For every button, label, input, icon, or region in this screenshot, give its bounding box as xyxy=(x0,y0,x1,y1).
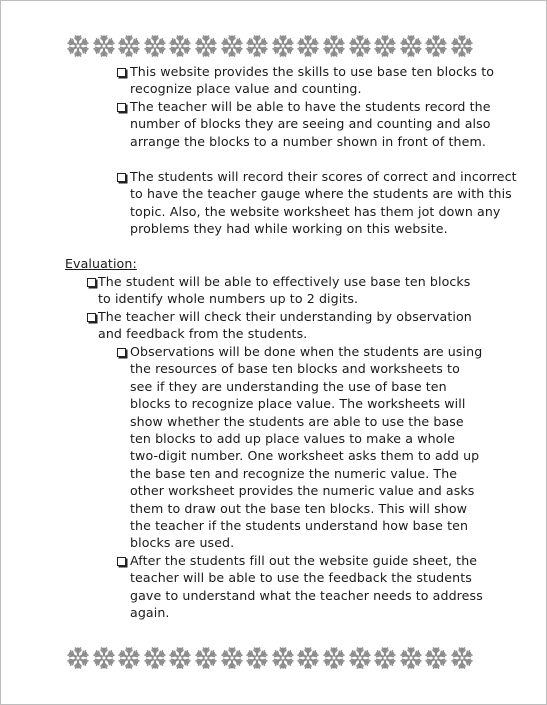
list-item-text: After the students fill out the website guide sheet, the teacher will be able to use the feedback the students gave to understand what the teacher needs to address again. xyxy=(130,553,483,621)
list-item-text: The teacher will be able to have the students record the number of blocks they are seeing and counting and also arrange the blocks to a number shown in front of them. xyxy=(130,99,491,149)
snowflake-icon xyxy=(246,647,268,669)
snowflake-icon xyxy=(221,647,243,669)
snowflake-icon xyxy=(272,647,294,669)
checkbox-bullet-icon xyxy=(117,103,126,112)
snowflake-icon xyxy=(144,35,166,57)
checkbox-bullet-icon xyxy=(117,348,126,357)
list-item-text: The students will record their scores of correct and incorrect to have the teacher gauge where the students are with this topic. Also, the website worksheet has them jot down any problems they had while working on this website. xyxy=(130,169,517,237)
snowflake-icon xyxy=(374,647,396,669)
snowflake-icon xyxy=(349,35,371,57)
checkbox-bullet-icon xyxy=(87,278,96,287)
snowflake-icon xyxy=(374,35,396,57)
snowflake-icon xyxy=(67,647,89,669)
snowflake-icon xyxy=(221,35,243,57)
snowflake-icon xyxy=(272,35,294,57)
snowflake-icon xyxy=(400,35,422,57)
snowflake-border-bottom xyxy=(67,647,473,669)
snowflake-icon xyxy=(169,647,191,669)
checkbox-bullet-icon xyxy=(117,557,126,566)
checkbox-bullet-icon xyxy=(117,68,126,77)
snowflake-icon xyxy=(400,647,422,669)
snowflake-icon xyxy=(67,35,89,57)
snowflake-icon xyxy=(93,35,115,57)
list-item xyxy=(117,98,517,150)
snowflake-icon xyxy=(195,35,217,57)
snowflake-border-top xyxy=(67,35,473,57)
snowflake-icon xyxy=(425,647,447,669)
checkbox-bullet-icon xyxy=(87,313,96,322)
list-item-text: Observations will be done when the students are using the resources of base ten blocks and worksheets to see if they are understanding the use of base ten blocks to recognize place value. The worksheets will show whether the students are able to use the base ten blocks to add up place values to make a whole two-digit number. One worksheet asks them to add up the base ten and recognize the numeric value. The other worksheet provides the numeric value and asks them to draw out the base ten blocks. This will show the teacher if the students understand how base ten blocks are used. xyxy=(130,344,483,551)
snowflake-icon xyxy=(349,647,371,669)
evaluation-heading: Evaluation: xyxy=(65,256,137,271)
list-item-text: The teacher will check their understanding by observation and feedback from the students. xyxy=(98,309,472,342)
sub-list-item xyxy=(117,552,483,622)
snowflake-icon xyxy=(451,35,473,57)
snowflake-icon xyxy=(451,647,473,669)
list-item xyxy=(65,273,480,308)
list-item xyxy=(65,308,480,343)
list-item-text: This website provides the skills to use base ten blocks to recognize place value and counting. xyxy=(130,64,495,97)
snowflake-icon xyxy=(195,647,217,669)
checkbox-bullet-icon xyxy=(117,173,126,182)
snowflake-icon xyxy=(169,35,191,57)
snowflake-icon xyxy=(425,35,447,57)
snowflake-icon xyxy=(246,35,268,57)
snowflake-icon xyxy=(297,35,319,57)
snowflake-icon xyxy=(118,35,140,57)
list-item-text: The student will be able to effectively use base ten blocks to identify whole numbers up to 2 digits. xyxy=(98,274,471,307)
snowflake-icon xyxy=(144,647,166,669)
snowflake-icon xyxy=(323,35,345,57)
list-item xyxy=(117,168,517,238)
snowflake-icon xyxy=(323,647,345,669)
snowflake-icon xyxy=(118,647,140,669)
list-item xyxy=(117,63,517,98)
snowflake-icon xyxy=(93,647,115,669)
sub-list-item xyxy=(117,343,483,552)
snowflake-icon xyxy=(297,647,319,669)
